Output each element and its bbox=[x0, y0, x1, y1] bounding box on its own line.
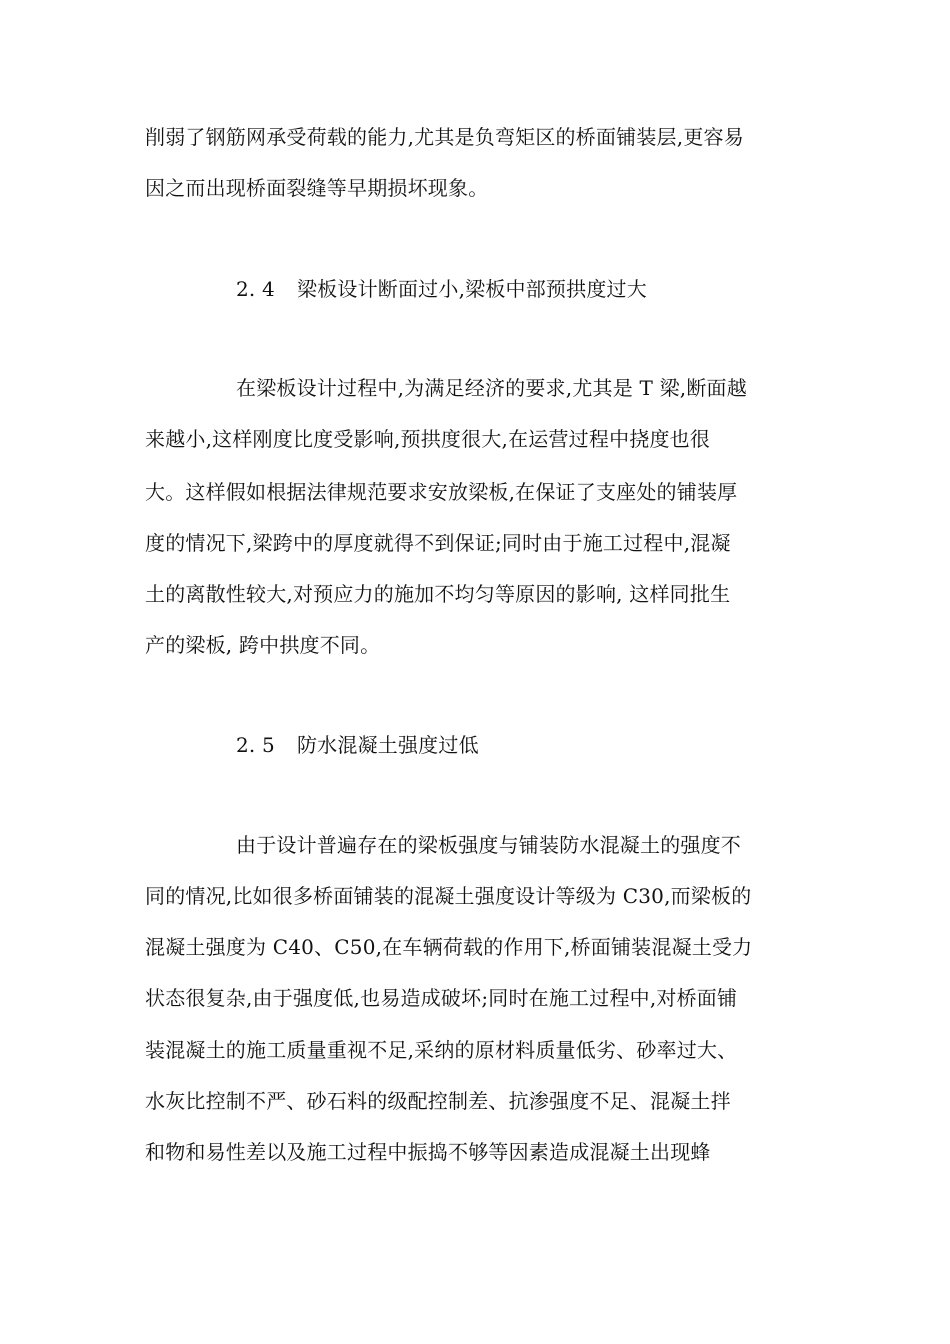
paragraph-line: 装混凝土的施工质量重视不足,采纳的原材料质量低劣、砂率过大、 bbox=[145, 1038, 738, 1062]
section-title: 梁板设计断面过小,梁板中部预拱度过大 bbox=[296, 277, 647, 301]
paragraph-line: 度的情况下,梁跨中的厚度就得不到保证;同时由于施工过程中,混凝 bbox=[145, 531, 731, 555]
paragraph-line: 水灰比控制不严、砂石料的级配控制差、抗渗强度不足、混凝土拌 bbox=[145, 1089, 731, 1113]
paragraph-line: 在梁板设计过程中,为满足经济的要求,尤其是 T 梁,断面越 bbox=[236, 376, 747, 400]
section-heading-2-4 bbox=[236, 277, 647, 301]
paragraph-line: 和物和易性差以及施工过程中振捣不够等因素造成混凝土出现蜂 bbox=[145, 1140, 711, 1164]
paragraph-line: 因之而出现桥面裂缝等早期损坏现象。 bbox=[145, 176, 489, 200]
section-number: 2. 4 bbox=[236, 277, 275, 301]
paragraph-line: 土的离散性较大,对预应力的施加不均匀等原因的影响, 这样同批生 bbox=[145, 582, 731, 606]
section-number: 2. 5 bbox=[236, 733, 275, 757]
paragraph-line: 削弱了钢筋网承受荷载的能力,尤其是负弯矩区的桥面铺装层,更容易 bbox=[145, 125, 744, 149]
paragraph-line: 来越小,这样刚度比度受影响,预拱度很大,在运营过程中挠度也很 bbox=[145, 427, 711, 451]
paragraph-line: 状态很复杂,由于强度低,也易造成破坏;同时在施工过程中,对桥面铺 bbox=[145, 986, 738, 1010]
paragraph-line: 混凝土强度为 C40、C50,在车辆荷载的作用下,桥面铺装混凝土受力 bbox=[145, 935, 753, 959]
section-title: 防水混凝土强度过低 bbox=[296, 733, 479, 757]
section-heading-2-5 bbox=[236, 733, 479, 757]
paragraph-line: 大。这样假如根据法律规范要求安放梁板,在保证了支座处的铺装厚 bbox=[145, 480, 738, 504]
paragraph-line: 由于设计普遍存在的梁板强度与铺装防水混凝土的强度不 bbox=[236, 833, 741, 857]
paragraph-line: 同的情况,比如很多桥面铺装的混凝土强度设计等级为 C30,而梁板的 bbox=[145, 884, 752, 908]
paragraph-line: 产的梁板, 跨中拱度不同。 bbox=[145, 633, 381, 657]
